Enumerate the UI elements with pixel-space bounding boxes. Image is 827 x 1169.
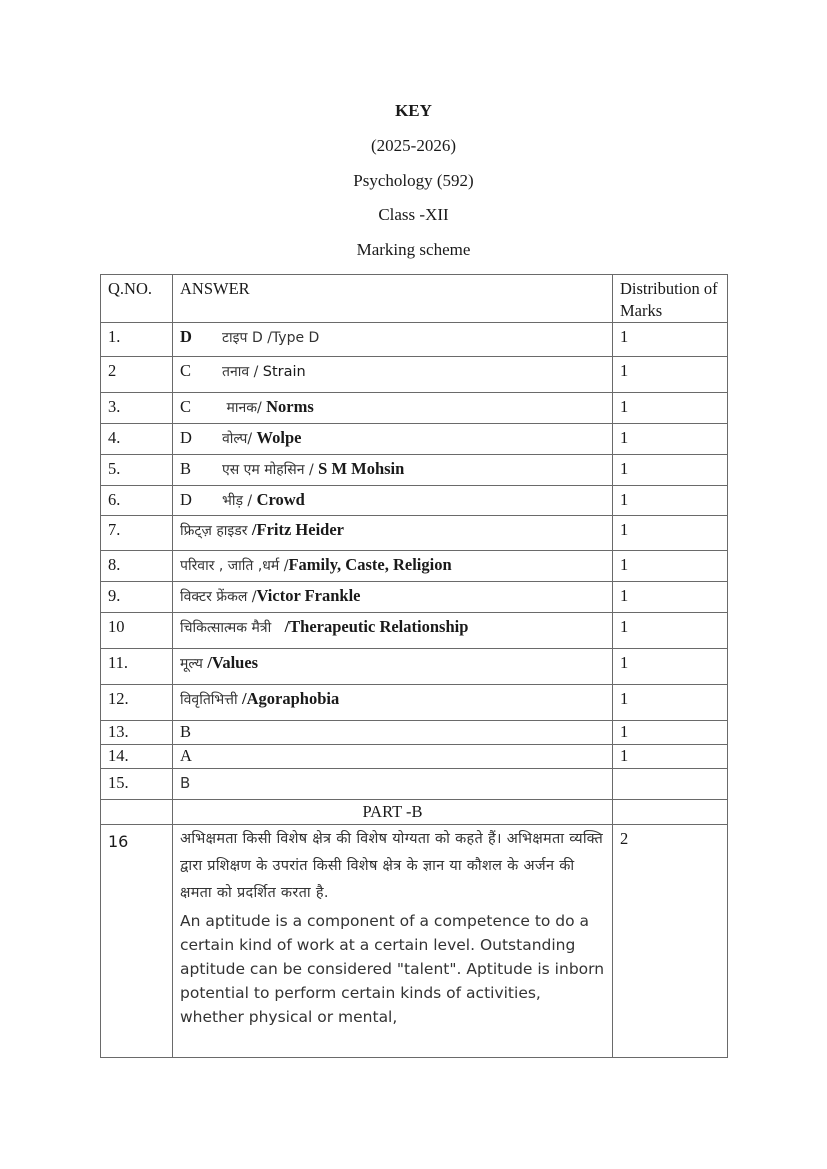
answer-english: S M Mohsin — [318, 459, 405, 478]
answer-cell: B — [173, 769, 613, 800]
answer-cell — [173, 455, 613, 486]
marks-cell — [613, 769, 728, 800]
table-row — [101, 393, 728, 424]
marks-cell: 1 — [613, 551, 728, 582]
marking-scheme-label: Marking scheme — [356, 240, 471, 259]
question-number: 13. — [101, 721, 173, 745]
answer-english: Wolpe — [256, 428, 302, 447]
answer-english-paragraph: An aptitude is a component of a competence to do a certain kind of work at a certain level. Outstanding aptitude can be considered "talent". Aptitude is inborn potential to perform certain kinds of activities, whether physical or mental, — [180, 912, 605, 1026]
answer-english: /Agoraphobia — [242, 689, 340, 708]
answer-hindi: फ्रिट्ज़ हाइडर — [180, 523, 252, 539]
question-number: 10 — [101, 613, 173, 649]
answer-cell — [173, 357, 613, 393]
answer-cell: B — [173, 721, 613, 745]
question-number: 16 — [101, 825, 173, 1058]
answer-cell — [173, 516, 613, 551]
answer-hindi: मानक/ — [222, 400, 267, 416]
table-row — [101, 613, 728, 649]
answer-cell: A — [173, 745, 613, 769]
answer-cell — [173, 613, 613, 649]
question-number: 6. — [101, 486, 173, 516]
section-row-part-b — [101, 800, 728, 825]
answer-hindi: मूल्य — [180, 656, 208, 672]
empty-cell — [613, 800, 728, 825]
question-number: 1. — [101, 323, 173, 357]
answer-option: C — [180, 397, 192, 416]
marks-cell: 1 — [613, 424, 728, 455]
table-row-q16 — [101, 825, 728, 1058]
answer-hindi: वोल्प/ — [222, 431, 257, 447]
answer-hindi: विक्टर फ्रेंकल / — [180, 589, 257, 605]
marks-cell: 2 — [613, 825, 728, 1058]
table-row — [101, 582, 728, 613]
answer-cell — [173, 486, 613, 516]
answer-english: /Therapeutic Relationship — [284, 617, 469, 636]
table-row — [101, 455, 728, 486]
answer-hindi-paragraph: अभिक्षमता किसी विशेष क्षेत्र की विशेष योग्यता को कहते हैं। अभिक्षमता व्यक्ति द्वारा प्रशिक्षण के उपरांत किसी विशेष क्षेत्र के ज्ञान या कौशल के अर्जन की क्षमता को प्रदर्शित करता है. — [180, 831, 604, 901]
question-number: 15. — [101, 769, 173, 800]
question-number: 3. — [101, 393, 173, 424]
question-number: 11. — [101, 649, 173, 685]
answer-cell — [173, 825, 613, 1058]
marks-cell: 1 — [613, 721, 728, 745]
answer-option: D — [180, 428, 192, 447]
answer-cell — [173, 323, 613, 357]
answer-option: C — [180, 361, 192, 380]
marks-cell: 1 — [613, 486, 728, 516]
question-number: 9. — [101, 582, 173, 613]
table-row — [101, 685, 728, 721]
answer-english: Norms — [266, 397, 314, 416]
table-row — [101, 551, 728, 582]
question-number: 14. — [101, 745, 173, 769]
question-number: 12. — [101, 685, 173, 721]
answer-cell — [173, 424, 613, 455]
question-number: 8. — [101, 551, 173, 582]
answer-english: /Values — [207, 653, 259, 672]
answer-english: Type D — [271, 330, 320, 346]
answer-option: D — [180, 490, 192, 509]
answer-english: Family, Caste, Religion — [288, 555, 452, 574]
table-row — [101, 769, 728, 800]
answer-cell — [173, 582, 613, 613]
question-number: 4. — [101, 424, 173, 455]
answer-cell — [173, 649, 613, 685]
answer-hindi: एस एम मोहसिन / — [222, 462, 319, 478]
table-row — [101, 649, 728, 685]
column-header-qno: Q.NO. — [101, 275, 173, 323]
answer-cell — [173, 685, 613, 721]
answer-cell — [173, 551, 613, 582]
answer-english: /Fritz Heider — [251, 520, 345, 539]
marks-cell: 1 — [613, 649, 728, 685]
marks-cell: 1 — [613, 393, 728, 424]
marks-cell: 1 — [613, 613, 728, 649]
table-row — [101, 721, 728, 745]
answer-english: Strain — [262, 364, 306, 380]
marking-scheme-table — [100, 274, 728, 1058]
marks-cell: 1 — [613, 455, 728, 486]
marks-cell: 1 — [613, 685, 728, 721]
table-header-row — [101, 275, 728, 323]
answer-hindi: तनाव / — [222, 364, 263, 380]
answer-hindi: टाइप D / — [222, 330, 272, 346]
table-row — [101, 323, 728, 357]
answer-option: D — [180, 327, 192, 346]
class-label: Class -XII — [378, 205, 449, 224]
table-row — [101, 516, 728, 551]
subject-name: Psychology (592) — [353, 171, 474, 190]
session-year: (2025-2026) — [371, 136, 456, 155]
question-number: 5. — [101, 455, 173, 486]
table-row — [101, 486, 728, 516]
table-row — [101, 745, 728, 769]
answer-option: B — [180, 459, 192, 478]
answer-hindi: चिकित्सात्मक मैत्री — [180, 620, 285, 636]
answer-hindi: विवृतिभित्ती — [180, 692, 243, 708]
marks-cell: 1 — [613, 357, 728, 393]
table-row — [101, 424, 728, 455]
answer-cell — [173, 393, 613, 424]
column-header-answer: ANSWER — [173, 275, 613, 323]
section-title: PART -B — [173, 800, 613, 825]
marks-cell: 1 — [613, 323, 728, 357]
table-row — [101, 357, 728, 393]
answer-english: Victor Frankle — [256, 586, 361, 605]
answer-hindi: भीड़ / — [222, 493, 257, 509]
question-number: 2 — [101, 357, 173, 393]
answer-english: Crowd — [256, 490, 305, 509]
marks-cell: 1 — [613, 745, 728, 769]
marks-cell: 1 — [613, 516, 728, 551]
column-header-marks: Distribution of Marks — [613, 275, 728, 323]
question-number: 7. — [101, 516, 173, 551]
answer-hindi: परिवार , जाति ,धर्म / — [180, 558, 289, 574]
document-title: KEY — [395, 101, 432, 120]
marks-cell: 1 — [613, 582, 728, 613]
empty-cell — [101, 800, 173, 825]
